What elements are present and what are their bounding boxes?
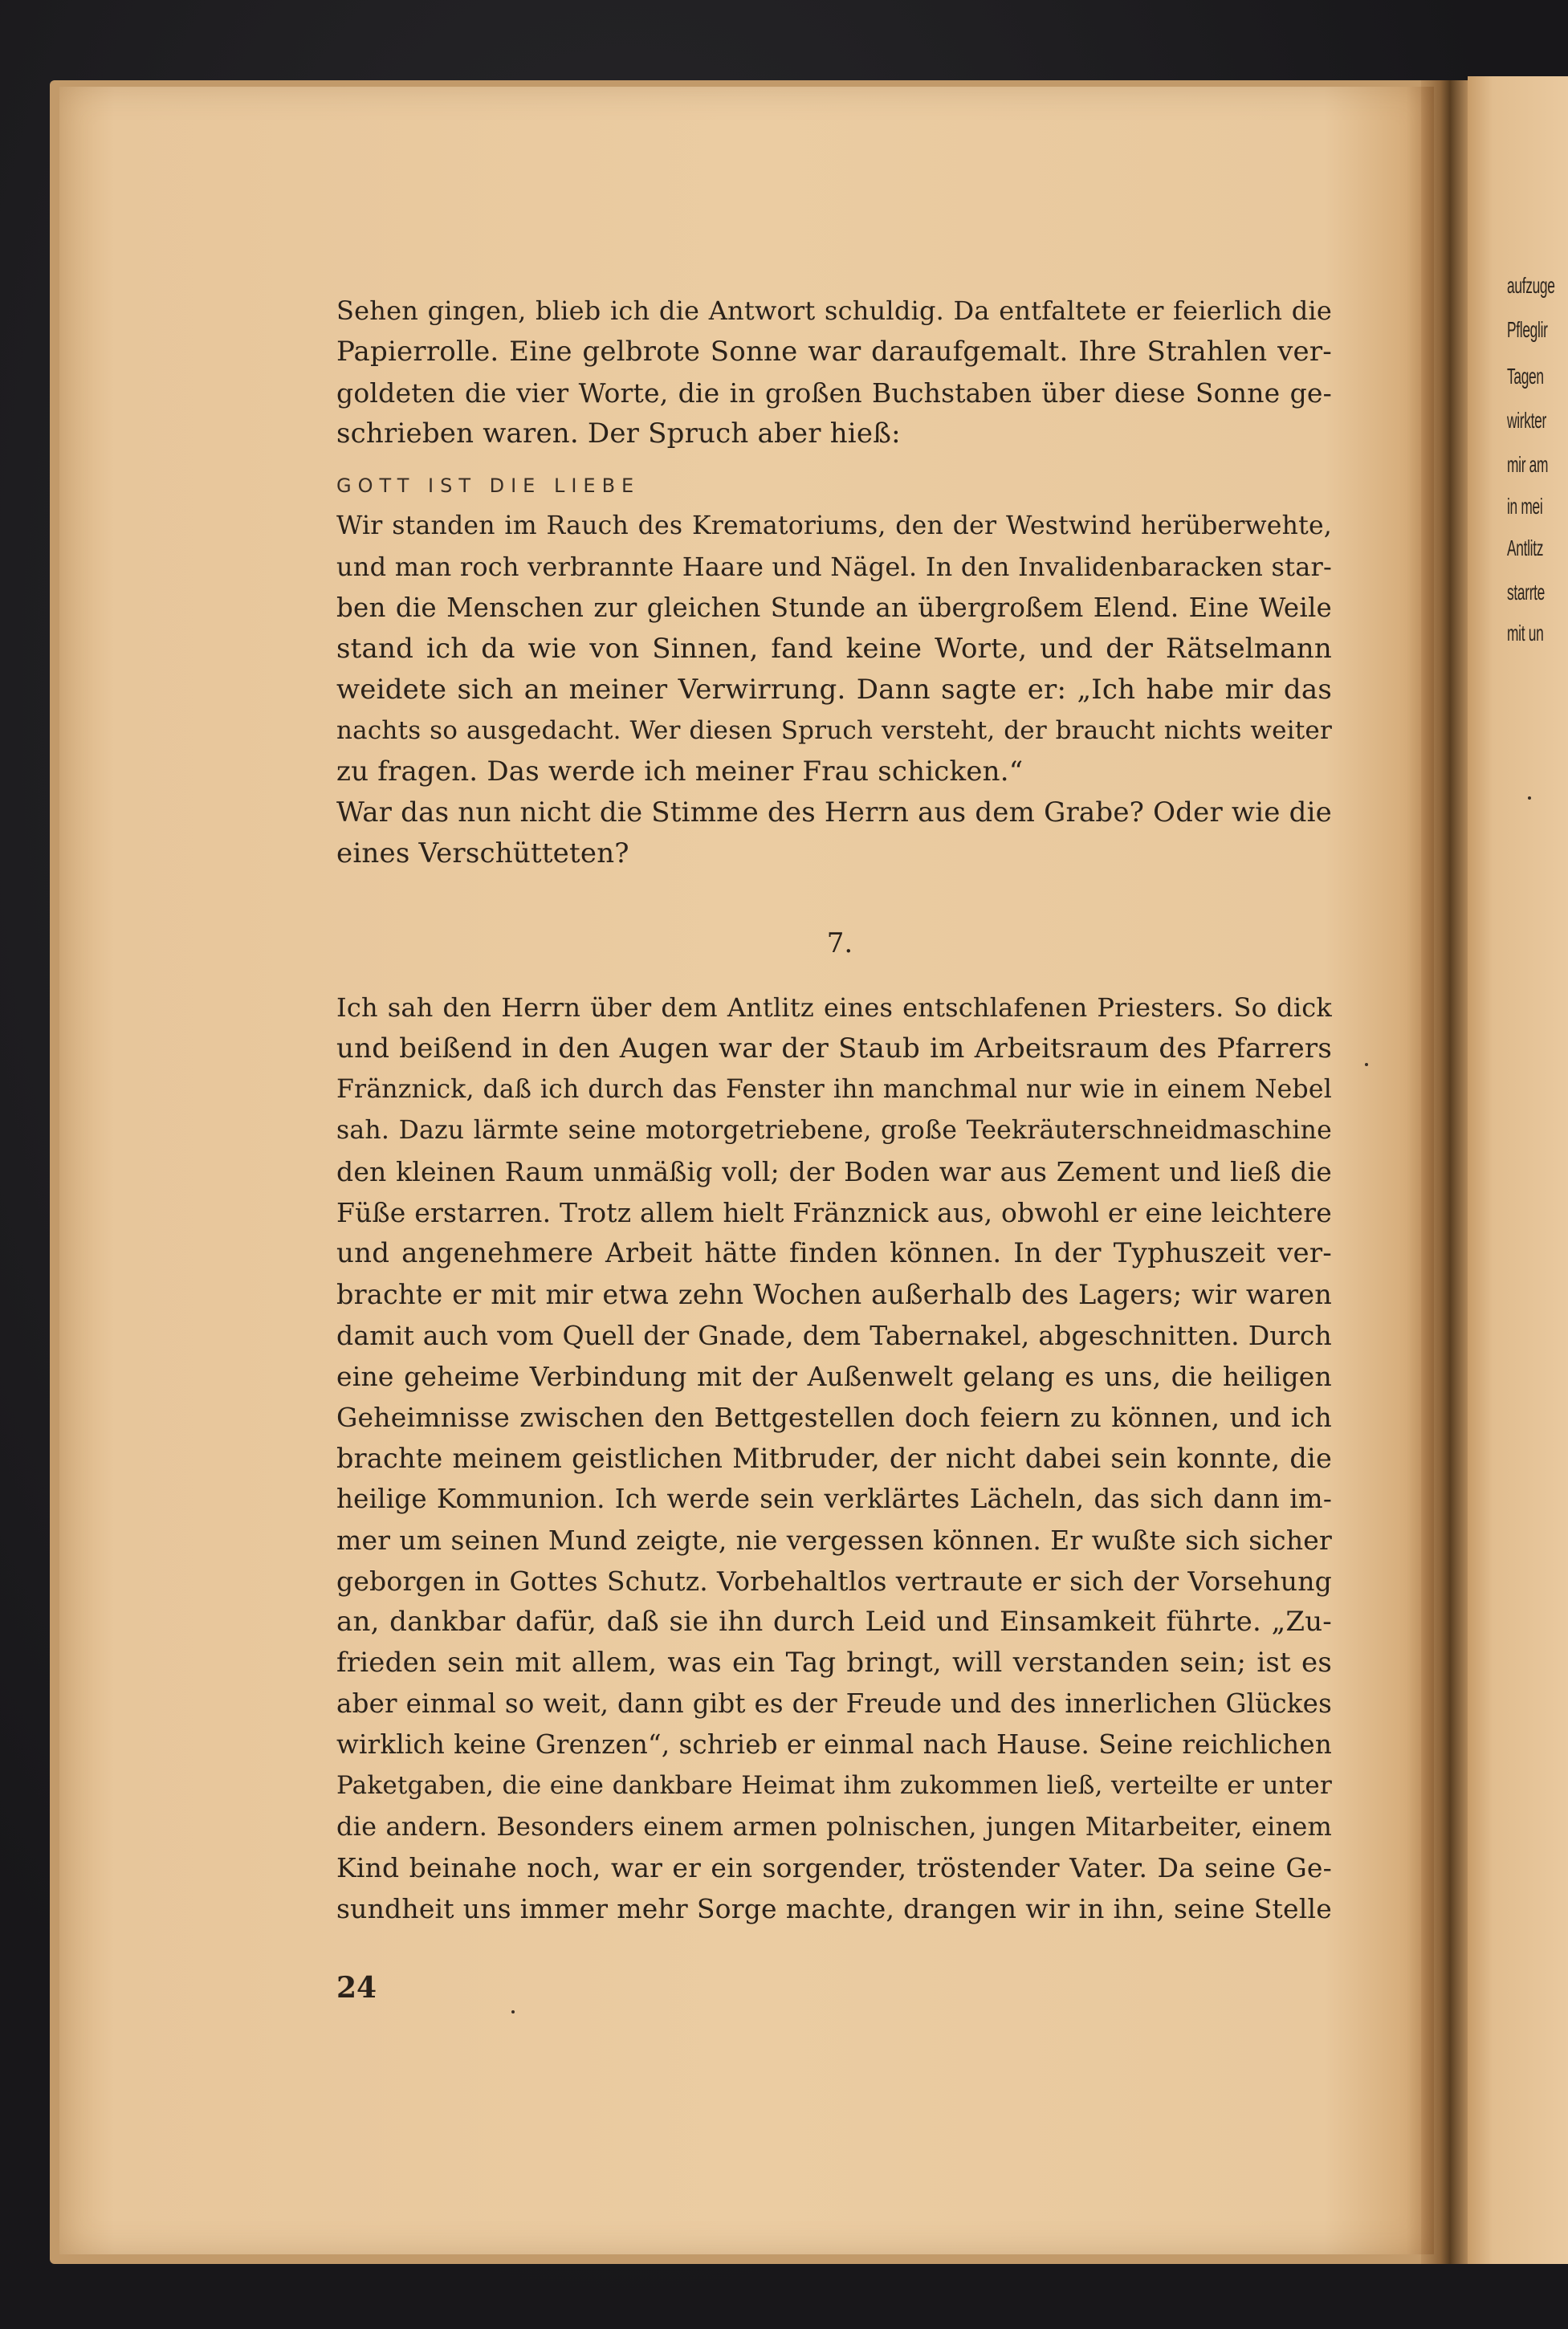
facing-page-fragment <box>1468 76 1568 2264</box>
facing-line: starrte <box>1507 580 1546 605</box>
text-line: und angenehmere Arbeit hätte finden können. In der Typhuszeit ver- <box>336 1237 1332 1269</box>
paragraph-middle <box>336 506 1332 874</box>
paper-speck <box>1528 796 1531 800</box>
facing-line: mir am <box>1507 452 1549 477</box>
text-line: brachte meinem geistlichen Mitbruder, der nicht dabei sein konnte, die <box>336 1443 1332 1474</box>
text-line: Sehen gingen, blieb ich die Antwort schuldig. Da entfaltete er feierlich die <box>336 295 1332 326</box>
text-line: sundheit uns immer mehr Sorge machte, drangen wir in ihn, seine Stelle <box>336 1893 1332 1924</box>
text-line: War das nun nicht die Stimme des Herrn aus dem Grabe? Oder wie die <box>336 796 1332 829</box>
text-line: Papierrolle. Eine gelbrote Sonne war daraufgemalt. Ihre Strahlen ver- <box>336 336 1332 368</box>
text-line: frieden sein mit allem, was ein Tag bringt, will verstanden sein; ist es <box>336 1647 1332 1679</box>
facing-line: Tagen <box>1507 364 1544 389</box>
text-line: Fränznick, daß ich durch das Fenster ihn manchmal nur wie in einem Nebel <box>336 1075 1332 1104</box>
text-line: brachte er mit mir etwa zehn Wochen außerhalb des Lagers; wir waren <box>336 1279 1332 1310</box>
facing-line: Pfleglir <box>1507 317 1548 342</box>
text-line: nachts so ausgedacht. Wer diesen Spruch versteht, der braucht nichts weiter <box>336 716 1332 745</box>
text-line: die andern. Besonders einem armen polnischen, jungen Mitarbeiter, einem <box>336 1811 1332 1842</box>
text-line: Wir standen im Rauch des Krematoriums, den der Westwind herüberwehte, <box>336 511 1332 540</box>
page-number: 24 <box>336 1971 377 2005</box>
text-line: und beißend in den Augen war der Staub im Arbeitsraum des Pfarrers <box>336 1032 1332 1065</box>
text-line: den kleinen Raum unmäßig voll; der Boden war aus Zement und ließ die <box>336 1156 1332 1187</box>
text-line: Geheimnisse zwischen den Bettgestellen doch feiern zu können, und ich <box>336 1402 1332 1433</box>
text-line: Ich sah den Herrn über dem Antlitz eines entschlafenen Priesters. So dick <box>336 992 1332 1023</box>
text-line: eine geheime Verbindung mit der Außenwelt gelang es uns, die heiligen <box>336 1361 1332 1392</box>
paragraph-bottom <box>336 987 1332 1929</box>
facing-line: mit un <box>1507 621 1544 645</box>
text-line: schrieben waren. Der Spruch aber hieß: <box>336 417 901 450</box>
text-line: stand ich da wie von Sinnen, fand keine Worte, und der Rätselmann <box>336 633 1332 665</box>
facing-line: aufzuge <box>1507 273 1555 298</box>
book-gutter <box>1421 80 1469 2264</box>
text-line: weidete sich an meiner Verwirrung. Dann sagte er: „Ich habe mir das <box>336 674 1332 706</box>
paper-speck <box>1365 1063 1368 1066</box>
section-number: 7. <box>826 927 853 959</box>
text-line: zu fragen. Das werde ich meiner Frau schicken.“ <box>336 755 1024 788</box>
page-body-text <box>336 291 1332 1929</box>
text-line: Füße erstarren. Trotz allem hielt Fränznick aus, obwohl er eine leichtere <box>336 1197 1332 1228</box>
text-line: geborgen in Gottes Schutz. Vorbehaltlos vertraute er sich der Vorsehung <box>336 1566 1332 1597</box>
facing-line: wirkter <box>1507 408 1546 433</box>
text-line: an, dankbar dafür, daß sie ihn durch Leid und Einsamkeit führte. „Zu- <box>336 1606 1332 1638</box>
facing-line: Antlitz <box>1507 535 1544 560</box>
text-line: eines Verschütteten? <box>336 837 629 869</box>
text-line: sah. Dazu lärmte seine motorgetriebene, große Teekräuterschneidmaschine <box>336 1116 1332 1145</box>
paragraph-top <box>336 291 1332 454</box>
paper-speck <box>511 2010 515 2013</box>
text-line: Kind beinahe noch, war er ein sorgender, tröstender Vater. Da seine Ge- <box>336 1852 1332 1883</box>
text-line: Paketgaben, die eine dankbare Heimat ihm zukommen ließ, verteilte er unter <box>336 1771 1332 1800</box>
facing-line: in mei <box>1507 494 1543 519</box>
text-line: damit auch vom Quell der Gnade, dem Tabernakel, abgeschnitten. Durch <box>336 1320 1332 1351</box>
text-line: heilige Kommunion. Ich werde sein verklärtes Lächeln, das sich dann im- <box>336 1484 1332 1514</box>
text-line: und man roch verbrannte Haare und Nägel. In den Invalidenbaracken star- <box>336 552 1332 582</box>
text-line: aber einmal so weit, dann gibt es der Freude und des innerlichen Glückes <box>336 1688 1332 1719</box>
text-line: ben die Menschen zur gleichen Stunde an übergroßem Elend. Eine Weile <box>336 592 1332 623</box>
text-line: goldeten die vier Worte, die in großen Buchstaben über diese Sonne ge- <box>336 377 1332 409</box>
motto-line: GOTT IST DIE LIEBE <box>336 474 641 497</box>
text-line: wirklich keine Grenzen“, schrieb er einmal nach Hause. Seine reichlichen <box>336 1729 1332 1760</box>
text-line: mer um seinen Mund zeigte, nie vergessen können. Er wußte sich sicher <box>336 1525 1332 1556</box>
